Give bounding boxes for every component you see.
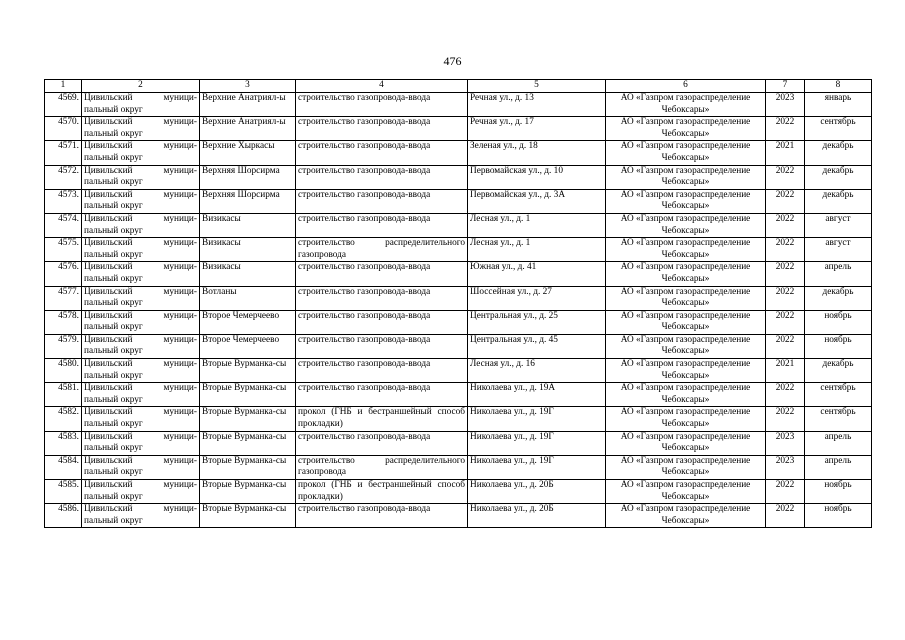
column-header: 7 [766, 80, 805, 93]
year-cell: 2022 [766, 213, 805, 237]
table-row [45, 286, 872, 310]
district-cell: Цивильский муници-пальный округ [82, 455, 200, 479]
work-type-cell: прокол (ГНБ и бестраншейный способ прокладки) [296, 407, 468, 431]
organization-cell: АО «Газпром газораспределение Чебоксары» [606, 310, 766, 334]
table-row [45, 117, 872, 141]
settlement-cell: Вторые Вурманка-сы [200, 480, 296, 504]
table-row [45, 334, 872, 358]
month-cell: ноябрь [805, 334, 872, 358]
organization-cell: АО «Газпром газораспределение Чебоксары» [606, 383, 766, 407]
district-cell: Цивильский муници-пальный округ [82, 141, 200, 165]
table-row [45, 189, 872, 213]
year-cell: 2022 [766, 165, 805, 189]
table-row [45, 213, 872, 237]
settlement-cell: Второе Чемерчеево [200, 334, 296, 358]
address-cell: Зеленая ул., д. 18 [468, 141, 606, 165]
column-header: 2 [82, 80, 200, 93]
settlement-cell: Верхние Хыркасы [200, 141, 296, 165]
settlement-cell: Верхняя Шорсирма [200, 165, 296, 189]
organization-cell: АО «Газпром газораспределение Чебоксары» [606, 165, 766, 189]
address-cell: Лесная ул., д. 16 [468, 359, 606, 383]
year-cell: 2023 [766, 431, 805, 455]
page-number: 476 [443, 54, 462, 68]
table-row [45, 141, 872, 165]
work-type-cell: строительство газопровода-ввода [296, 117, 468, 141]
organization-cell: АО «Газпром газораспределение Чебоксары» [606, 359, 766, 383]
month-cell: декабрь [805, 359, 872, 383]
table-row [45, 93, 872, 117]
settlement-cell: Визикасы [200, 262, 296, 286]
settlement-cell: Визикасы [200, 238, 296, 262]
district-cell: Цивильский муници-пальный округ [82, 431, 200, 455]
month-cell: ноябрь [805, 310, 872, 334]
address-cell: Южная ул., д. 41 [468, 262, 606, 286]
row-number: 4578. [45, 310, 82, 334]
table-row [45, 407, 872, 431]
settlement-cell: Вторые Вурманка-сы [200, 407, 296, 431]
column-header: 3 [200, 80, 296, 93]
district-cell: Цивильский муници-пальный округ [82, 213, 200, 237]
work-type-cell: строительство газопровода-ввода [296, 262, 468, 286]
address-cell: Центральная ул., д. 45 [468, 334, 606, 358]
month-cell: ноябрь [805, 504, 872, 528]
table-row [45, 359, 872, 383]
organization-cell: АО «Газпром газораспределение Чебоксары» [606, 93, 766, 117]
row-number: 4569. [45, 93, 82, 117]
work-type-cell: строительство газопровода-ввода [296, 165, 468, 189]
table-row [45, 480, 872, 504]
district-cell: Цивильский муници-пальный округ [82, 480, 200, 504]
address-cell: Лесная ул., д. 1 [468, 238, 606, 262]
address-cell: Лесная ул., д. 1 [468, 213, 606, 237]
month-cell: сентябрь [805, 383, 872, 407]
address-cell: Речная ул., д. 13 [468, 93, 606, 117]
settlement-cell: Вторые Вурманка-сы [200, 383, 296, 407]
district-cell: Цивильский муници-пальный округ [82, 238, 200, 262]
table-row [45, 165, 872, 189]
district-cell: Цивильский муници-пальный округ [82, 310, 200, 334]
year-cell: 2022 [766, 480, 805, 504]
settlement-cell: Верхние Анатриял-ы [200, 93, 296, 117]
row-number: 4584. [45, 455, 82, 479]
address-cell: Первомайская ул., д. 10 [468, 165, 606, 189]
work-type-cell: строительство газопровода-ввода [296, 383, 468, 407]
settlement-cell: Верхние Анатриял-ы [200, 117, 296, 141]
month-cell: апрель [805, 431, 872, 455]
settlement-cell: Вторые Вурманка-сы [200, 431, 296, 455]
address-cell: Николаева ул., д. 20Б [468, 504, 606, 528]
district-cell: Цивильский муници-пальный округ [82, 262, 200, 286]
address-cell: Центральная ул., д. 25 [468, 310, 606, 334]
year-cell: 2022 [766, 407, 805, 431]
column-header: 6 [606, 80, 766, 93]
work-type-cell: строительство газопровода-ввода [296, 141, 468, 165]
year-cell: 2023 [766, 455, 805, 479]
work-type-cell: строительство газопровода-ввода [296, 286, 468, 310]
year-cell: 2022 [766, 310, 805, 334]
month-cell: декабрь [805, 189, 872, 213]
row-number: 4583. [45, 431, 82, 455]
address-cell: Николаева ул., д. 19Г [468, 431, 606, 455]
row-number: 4572. [45, 165, 82, 189]
district-cell: Цивильский муници-пальный округ [82, 189, 200, 213]
table-row [45, 383, 872, 407]
year-cell: 2022 [766, 334, 805, 358]
settlement-cell: Вторые Вурманка-сы [200, 359, 296, 383]
row-number: 4582. [45, 407, 82, 431]
year-cell: 2022 [766, 504, 805, 528]
month-cell: декабрь [805, 141, 872, 165]
row-number: 4571. [45, 141, 82, 165]
column-header: 5 [468, 80, 606, 93]
settlement-cell: Вотланы [200, 286, 296, 310]
address-cell: Николаева ул., д. 19Г [468, 407, 606, 431]
address-cell: Речная ул., д. 17 [468, 117, 606, 141]
district-cell: Цивильский муници-пальный округ [82, 334, 200, 358]
row-number: 4570. [45, 117, 82, 141]
month-cell: сентябрь [805, 407, 872, 431]
address-cell: Николаева ул., д. 19А [468, 383, 606, 407]
year-cell: 2021 [766, 141, 805, 165]
work-type-cell: строительство распределительного газопровода [296, 455, 468, 479]
data-table [44, 79, 872, 528]
district-cell: Цивильский муници-пальный округ [82, 286, 200, 310]
row-number: 4580. [45, 359, 82, 383]
month-cell: сентябрь [805, 117, 872, 141]
settlement-cell: Вторые Вурманка-сы [200, 455, 296, 479]
year-cell: 2022 [766, 262, 805, 286]
district-cell: Цивильский муници-пальный округ [82, 117, 200, 141]
row-number: 4574. [45, 213, 82, 237]
district-cell: Цивильский муници-пальный округ [82, 383, 200, 407]
column-header: 4 [296, 80, 468, 93]
organization-cell: АО «Газпром газораспределение Чебоксары» [606, 213, 766, 237]
district-cell: Цивильский муници-пальный округ [82, 407, 200, 431]
year-cell: 2023 [766, 93, 805, 117]
work-type-cell: строительство распределительного газопровода [296, 238, 468, 262]
address-cell: Николаева ул., д. 20Б [468, 480, 606, 504]
organization-cell: АО «Газпром газораспределение Чебоксары» [606, 334, 766, 358]
address-cell: Николаева ул., д. 19Г [468, 455, 606, 479]
organization-cell: АО «Газпром газораспределение Чебоксары» [606, 117, 766, 141]
work-type-cell: строительство газопровода-ввода [296, 334, 468, 358]
year-cell: 2022 [766, 238, 805, 262]
month-cell: декабрь [805, 165, 872, 189]
row-number: 4576. [45, 262, 82, 286]
column-header: 8 [805, 80, 872, 93]
organization-cell: АО «Газпром газораспределение Чебоксары» [606, 431, 766, 455]
work-type-cell: строительство газопровода-ввода [296, 213, 468, 237]
address-cell: Шоссейная ул., д. 27 [468, 286, 606, 310]
table-row [45, 504, 872, 528]
organization-cell: АО «Газпром газораспределение Чебоксары» [606, 262, 766, 286]
district-cell: Цивильский муници-пальный округ [82, 93, 200, 117]
work-type-cell: строительство газопровода-ввода [296, 504, 468, 528]
settlement-cell: Визикасы [200, 213, 296, 237]
organization-cell: АО «Газпром газораспределение Чебоксары» [606, 286, 766, 310]
work-type-cell: строительство газопровода-ввода [296, 189, 468, 213]
table-row [45, 310, 872, 334]
table-row [45, 238, 872, 262]
organization-cell: АО «Газпром газораспределение Чебоксары» [606, 238, 766, 262]
month-cell: январь [805, 93, 872, 117]
month-cell: август [805, 213, 872, 237]
year-cell: 2021 [766, 359, 805, 383]
settlement-cell: Второе Чемерчеево [200, 310, 296, 334]
month-cell: ноябрь [805, 480, 872, 504]
organization-cell: АО «Газпром газораспределение Чебоксары» [606, 504, 766, 528]
row-number: 4575. [45, 238, 82, 262]
row-number: 4573. [45, 189, 82, 213]
district-cell: Цивильский муници-пальный округ [82, 359, 200, 383]
row-number: 4585. [45, 480, 82, 504]
work-type-cell: строительство газопровода-ввода [296, 431, 468, 455]
district-cell: Цивильский муници-пальный округ [82, 504, 200, 528]
column-header: 1 [45, 80, 82, 93]
year-cell: 2022 [766, 383, 805, 407]
table-row [45, 455, 872, 479]
address-cell: Первомайская ул., д. 3А [468, 189, 606, 213]
organization-cell: АО «Газпром газораспределение Чебоксары» [606, 189, 766, 213]
row-number: 4579. [45, 334, 82, 358]
year-cell: 2022 [766, 117, 805, 141]
year-cell: 2022 [766, 189, 805, 213]
organization-cell: АО «Газпром газораспределение Чебоксары» [606, 407, 766, 431]
district-cell: Цивильский муници-пальный округ [82, 165, 200, 189]
month-cell: декабрь [805, 286, 872, 310]
row-number: 4586. [45, 504, 82, 528]
organization-cell: АО «Газпром газораспределение Чебоксары» [606, 141, 766, 165]
organization-cell: АО «Газпром газораспределение Чебоксары» [606, 455, 766, 479]
row-number: 4581. [45, 383, 82, 407]
table-header-row [45, 80, 872, 93]
work-type-cell: прокол (ГНБ и бестраншейный способ прокладки) [296, 480, 468, 504]
year-cell: 2022 [766, 286, 805, 310]
month-cell: апрель [805, 262, 872, 286]
settlement-cell: Вторые Вурманка-сы [200, 504, 296, 528]
month-cell: апрель [805, 455, 872, 479]
work-type-cell: строительство газопровода-ввода [296, 310, 468, 334]
row-number: 4577. [45, 286, 82, 310]
work-type-cell: строительство газопровода-ввода [296, 359, 468, 383]
table-row [45, 262, 872, 286]
table-row [45, 431, 872, 455]
month-cell: август [805, 238, 872, 262]
organization-cell: АО «Газпром газораспределение Чебоксары» [606, 480, 766, 504]
settlement-cell: Верхняя Шорсирма [200, 189, 296, 213]
table-body [45, 93, 872, 528]
work-type-cell: строительство газопровода-ввода [296, 93, 468, 117]
